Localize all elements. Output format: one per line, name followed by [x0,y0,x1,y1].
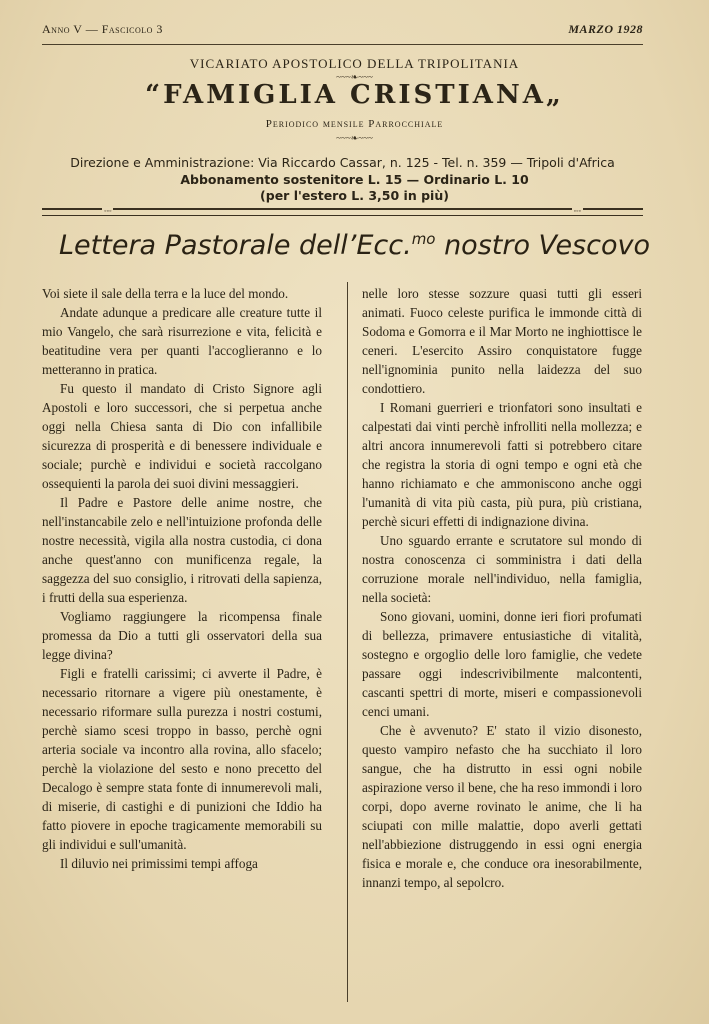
paragraph: Che è avvenuto? E' stato il vizio disonesto, questo vampiro nefasto che ha succhiato il loro sangue, che ha distrutto in essi ogni nobile aspirazione verso il bene, che ha reso immondi i loro corpi, dopo averne rovinato le anime, che li ha sciupati con mille malattie, dopo averli gettati nell'abbiezione distruggendo in essi ogni energia fisica e morale e, che conduce ora inesorabilmente, innanzi tempo, al sepolcro. [362,723,642,890]
rule-ornament: ◦◦◦ [573,207,581,215]
article-title-end: nostro Vescovo [435,230,650,261]
paragraph: Vogliamo raggiungere la ricompensa finale promessa da Dio a tutti gli osservatori della sua legge divina? [42,609,322,662]
ornament-divider: ~~~❧~~~ [336,72,373,82]
vicariato-line: VICARIATO APOSTOLICO DELLA TRIPOLITANIA [189,56,520,71]
masthead-subtitle: Periodico mensile Parrocchiale [265,118,444,130]
article-title-superscript: mo [411,230,436,248]
rule-ornament: ◦◦◦ [104,207,112,215]
article-title [0,230,709,261]
abroad-price-line: (per l'estero L. 3,50 in più) [260,188,449,203]
column-divider [347,282,348,1002]
paragraph: Andate adunque a predicare alle creature tutte il mio Vangelo, che sarà risurrezione e vita, felicità e beatitudine vera per quanti l'accoglieranno e lo metteranno in pratica. [42,305,322,377]
paragraph: I Romani guerrieri e trionfatori sono insultati e calpestati dai vinti perchè infrolliti nella mollezza; e altri ancora innumerevoli fatti si potrebbero citare che registra la storia di ogni tempo e ogni età che hanno richiamato e che ammoniscono anche oggi l'umanità di vita più casta, più pura, più cristiana, perchè sicuri effetti di indignazione divina. [362,400,642,529]
paragraph: Uno sguardo errante e scrutatore sul mondo di nostra conoscenza ci somministra i dati della corruzione morale nell'individuo, nella famiglia, nella società: [362,533,642,605]
article-right-column [362,284,642,892]
issue-number: Anno V — Fascicolo 3 [42,22,163,36]
paragraph: Sono giovani, uomini, donne ieri fiori profumati di bellezza, primavere entusiastiche di vitalità, sostegno e orgoglio delle loro famiglie, che vedete passare oggi indescrivibilmente malcontenti, cascanti spettri di morte, miseri e compassionevoli cenci umani. [362,609,642,719]
paragraph: Fu questo il mandato di Cristo Signore agli Apostoli e loro successori, che si perpetua anche oggi nella Chiesa santa di Dio con infallibile sicurezza di prosperità e di benessere individuale e sociale; purchè e individui e società raccolgano ossequienti la parola dei suoi divini messaggieri. [42,381,322,491]
paragraph: Voi siete il sale della terra e la luce del mondo. [42,286,289,301]
paragraph: Il diluvio nei primissimi tempi affoga [60,856,258,871]
paragraph: Figli e fratelli carissimi; ci avverte il Padre, è necessario ritornare a vigere più onestamente, è necessario riformare sulla purezza i nostri costumi, perchè siamo scesi troppo in basso, perchè ogni arteria sociale va incontro alla rovina, allo sfacelo; perchè la violazione del sesto e nono precetto del Decalogo è sempre stata fonte di innumerevoli mali, di miserie, di castighi e di punizioni che Iddio ha fatto piovere in epoche tragicamente memorabili su gli individui e sull'umanità. [42,666,322,852]
subscription-line: Abbonamento sostenitore L. 15 — Ordinario L. 10 [180,172,529,187]
paragraph: Il Padre e Pastore delle anime nostre, che nell'instancabile zelo e nell'intuizione profonda delle nostre necessità, vigila alla nostra custodia, ci dona anche quest'anno con munificenza regale, la saggezza del suo consiglio, i ritrovati della sapienza, i frutti della sua esperienza. [42,495,322,605]
masthead-double-rule [42,208,643,216]
article-left-column [42,284,322,873]
issue-date: MARZO 1928 [568,22,643,36]
ornament-divider: ~~~❧~~~ [336,133,373,143]
article-title-main: Lettera Pastorale dell’Ecc. [59,230,412,261]
paragraph: nelle loro stesse sozzure quasi tutti gli esseri animati. Fuoco celeste purifica le immonde città di Sodoma e Gomorra e il Mar Morto ne inghiottisce le ceneri. L'esercito Assiro conquistatore fugge nell'ignominia punito nella laidezza del suo condottiero. [362,286,642,396]
top-rule [42,44,643,45]
masthead-title: “FAMIGLIA CRISTIANA„ [145,80,564,110]
issue-line [42,22,643,42]
address-line: Direzione e Amministrazione: Via Riccardo Cassar, n. 125 - Tel. n. 359 — Tripoli d'Africa [70,155,615,170]
